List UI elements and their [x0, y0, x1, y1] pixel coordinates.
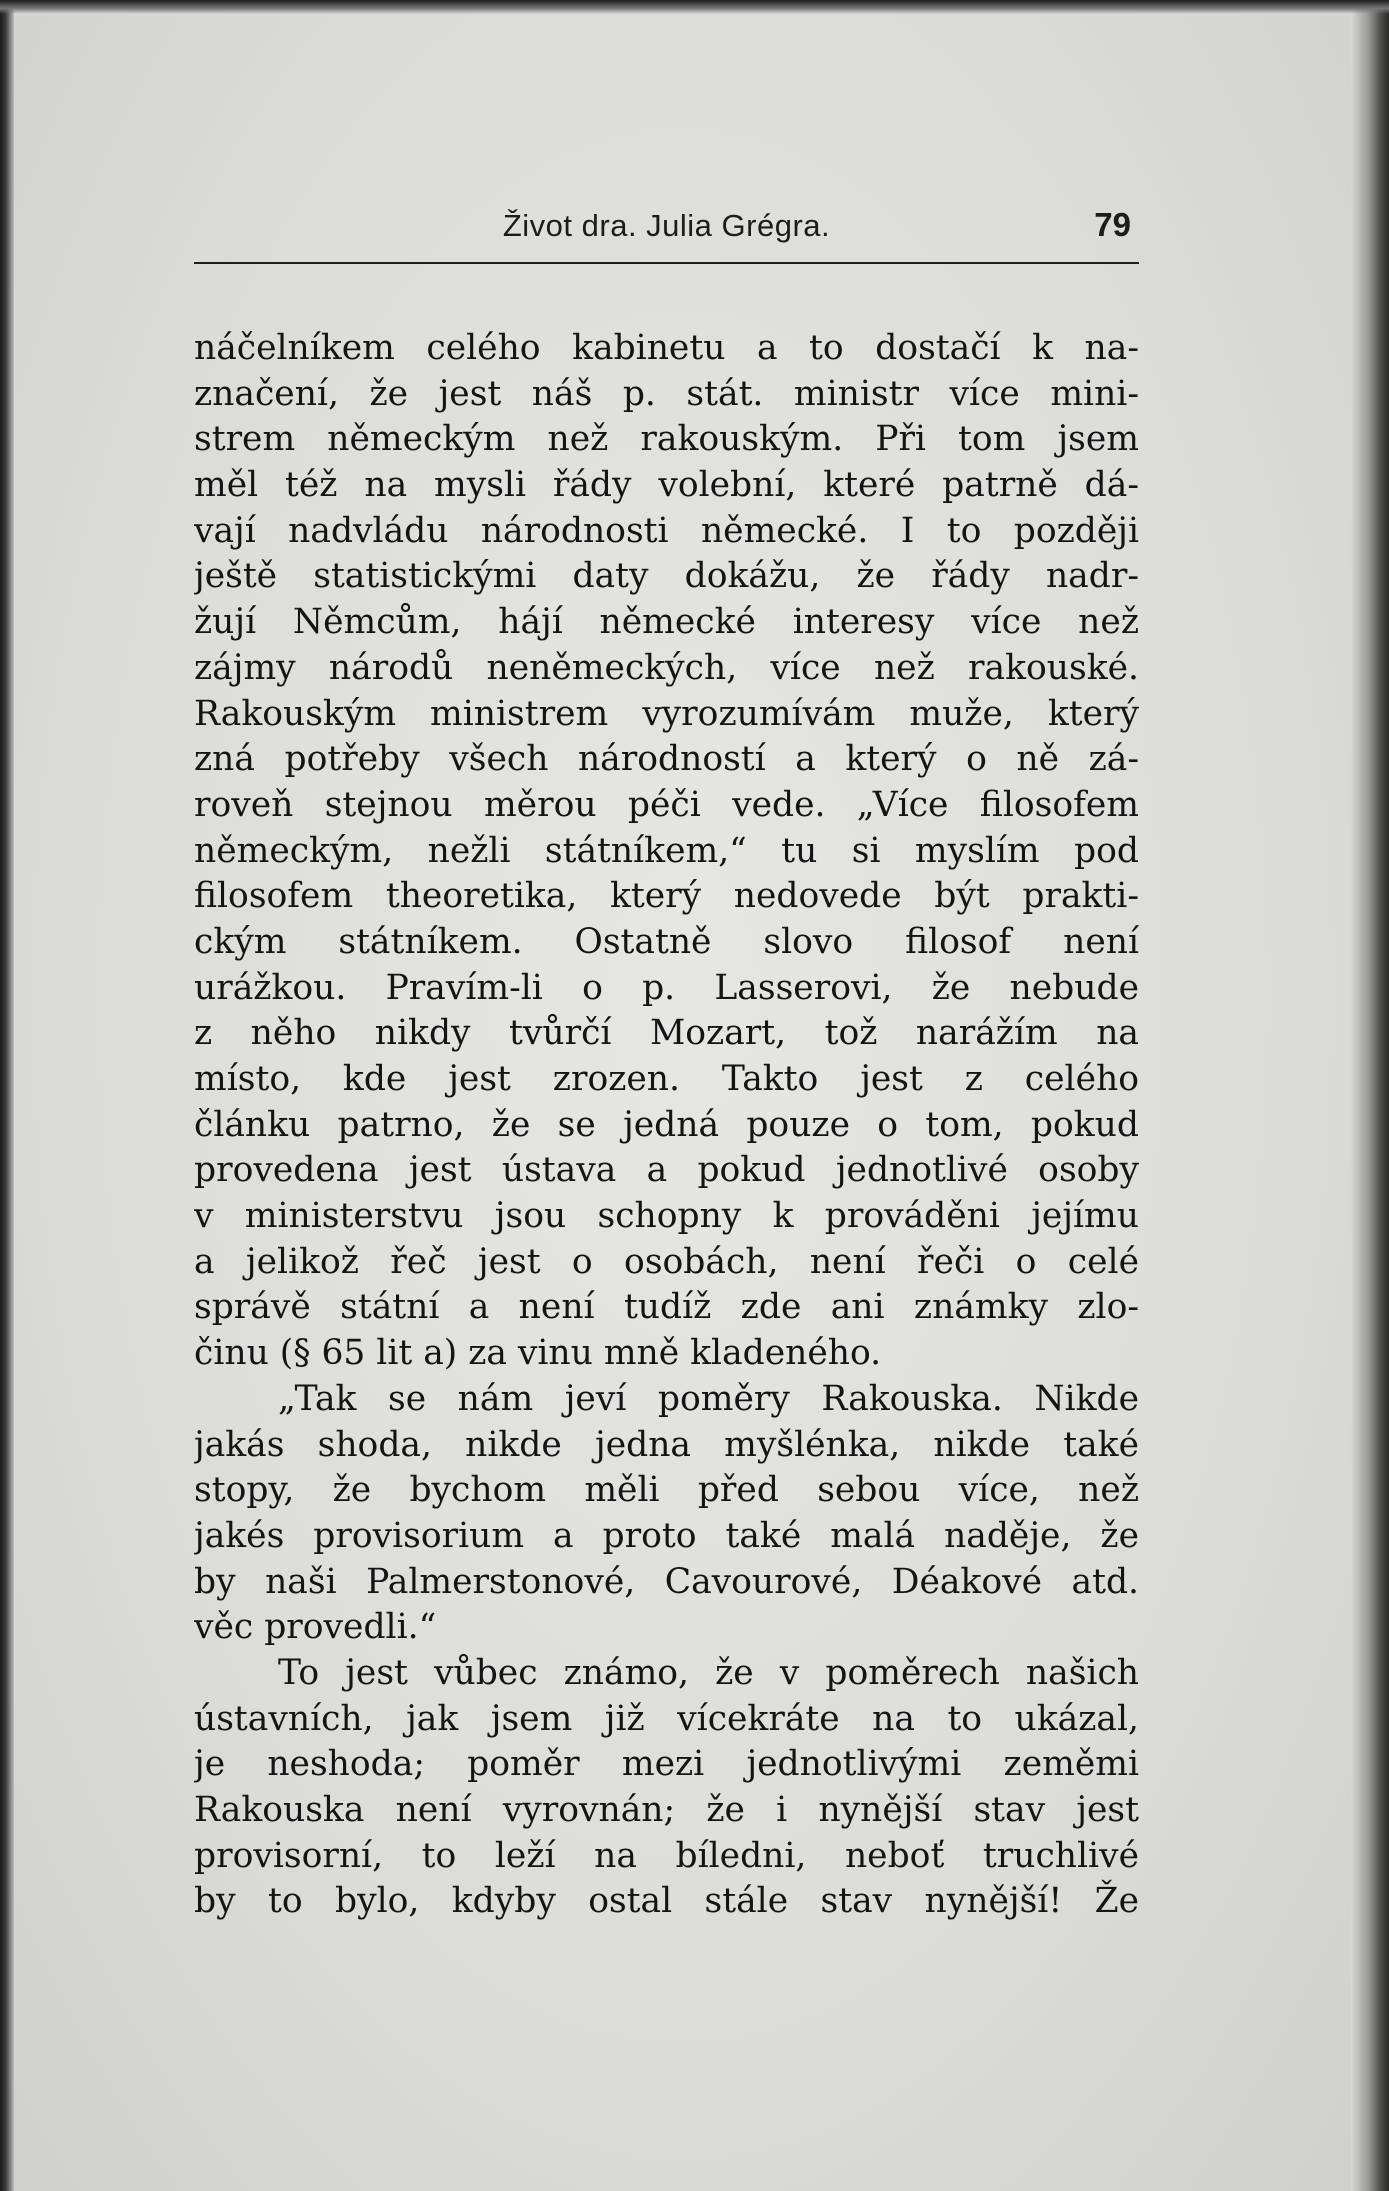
text-line: německým, nežli státníkem,“ tu si myslím pod: [194, 830, 1139, 871]
text-line: vají nadvládu národnosti německé. I to později: [194, 510, 1139, 551]
paragraph-end-line: činu (§ 65 lit a) za vinu mně kladeného.: [194, 1333, 882, 1374]
page-header: [194, 202, 1139, 264]
text-line: správě státní a není tudíž zde ani známky zlo-: [194, 1287, 1139, 1328]
text-line: filosofem theoretika, který nedovede být prakti-: [194, 876, 1139, 917]
text-line: ckým státníkem. Ostatně slovo filosof není: [194, 921, 1139, 962]
text-line: by naši Palmerstonové, Cavourové, Déakové atd.: [194, 1561, 1139, 1602]
text-line: a jelikož řeč jest o osobách, není řeči o celé: [194, 1241, 1139, 1282]
text-line: urážkou. Pravím-li o p. Lasserovi, že nebude: [194, 967, 1139, 1008]
text-line: zájmy národů neněmeckých, více než rakouské.: [194, 647, 1139, 688]
book-page: [14, 14, 1351, 2191]
body-text: [194, 326, 1139, 1925]
text-line: měl též na mysli řády volební, které patrně dá-: [194, 465, 1139, 506]
text-line: Rakouska není vyrovnán; že i nynější stav jest: [194, 1790, 1139, 1830]
text-line: jakás shoda, nikde jedna myšlénka, nikde také: [194, 1424, 1139, 1465]
text-line: náčelníkem celého kabinetu a to dostačí k na-: [194, 328, 1139, 368]
text-line: stopy, že bychom měli před sebou více, než: [194, 1470, 1139, 1511]
scan-shadow-right: [1351, 0, 1389, 2191]
text-line: by to bylo, kdyby ostal stále stav nynější! Že: [194, 1881, 1139, 1922]
text-line: značení, že jest náš p. stát. ministr více mini-: [194, 373, 1139, 414]
text-line: provedena jest ústava a pokud jednotlivé osoby: [194, 1150, 1139, 1191]
text-line: článku patrno, že se jedná pouze o tom, pokud: [194, 1104, 1139, 1145]
paragraph-end-line: věc provedli.“: [194, 1607, 437, 1648]
text-line: ještě statistickými daty dokážu, že řády nadr-: [194, 556, 1139, 597]
text-line: strem německým než rakouským. Při tom jsem: [194, 419, 1139, 460]
paragraph-start-line: „Tak se nám jeví poměry Rakouska. Nikde: [278, 1378, 1139, 1419]
text-line: žují Němcům, hájí německé interesy více než: [194, 602, 1139, 643]
text-line: jakés provisorium a proto také malá naděje, že: [194, 1515, 1139, 1556]
text-line: provisorní, to leží na bíledni, neboť truchlivé: [194, 1835, 1139, 1876]
text-line: je neshoda; poměr mezi jednotlivými zeměmi: [194, 1744, 1139, 1785]
page-number: 79: [1094, 206, 1131, 243]
text-line: místo, kde jest zrozen. Takto jest z celého: [194, 1059, 1139, 1099]
text-line: Rakouským ministrem vyrozumívám muže, který: [194, 693, 1139, 734]
paragraph-start-line: To jest vůbec známo, že v poměrech našich: [278, 1652, 1139, 1693]
scan-shadow-left: [0, 0, 14, 2191]
text-line: z něho nikdy tvůrčí Mozart, tož narážím na: [194, 1013, 1139, 1054]
text-line: roveň stejnou měrou péči vede. „Více filosofem: [194, 784, 1139, 825]
text-line: zná potřeby všech národností a který o ně zá-: [194, 739, 1139, 780]
text-line: ústavních, jak jsem již vícekráte na to ukázal,: [194, 1698, 1139, 1739]
text-line: v ministerstvu jsou schopny k prováděni jejímu: [194, 1196, 1139, 1237]
running-title: Život dra. Julia Grégra.: [502, 208, 831, 243]
scan-shadow-top: [0, 0, 1389, 14]
